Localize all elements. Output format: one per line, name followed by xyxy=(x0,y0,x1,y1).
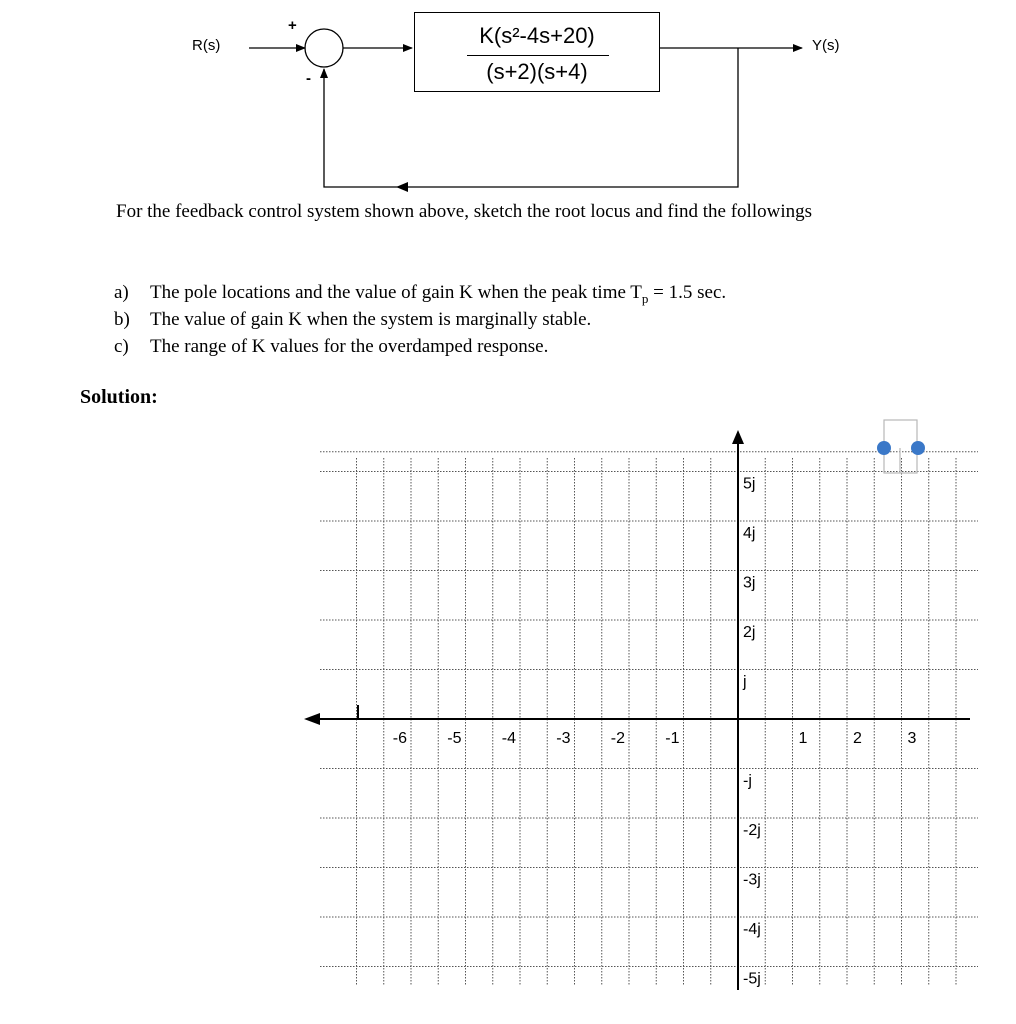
y-tick-label: -5j xyxy=(743,970,761,988)
minus-sign: - xyxy=(306,70,311,87)
question-label: c) xyxy=(114,336,129,357)
x-tick-label: 2 xyxy=(853,730,862,747)
handle-dot-left[interactable] xyxy=(877,441,891,455)
output-label: Y(s) xyxy=(812,37,840,54)
question-text xyxy=(150,281,726,308)
x-tick-label: -3 xyxy=(556,730,571,747)
y-tick-label: -4j xyxy=(743,921,761,938)
x-tick-label: -6 xyxy=(392,730,407,747)
y-tick-label: -3j xyxy=(743,871,761,889)
handle-dot-right[interactable] xyxy=(911,441,925,455)
block-diagram xyxy=(0,0,1016,200)
selection-handle[interactable] xyxy=(877,420,925,473)
imaginary-axis-arrow xyxy=(732,430,744,444)
question-text-tail: = 1.5 sec. xyxy=(648,282,727,303)
x-tick-label: -2 xyxy=(610,730,625,747)
question-c xyxy=(114,335,914,362)
x-tick-label: 1 xyxy=(798,730,808,747)
handle-box[interactable] xyxy=(884,420,917,473)
x-tick-label: 3 xyxy=(907,730,917,747)
fraction-bar xyxy=(467,55,609,56)
plus-sign: + xyxy=(288,17,297,34)
y-tick-label: -j xyxy=(743,772,752,790)
question-list xyxy=(114,281,914,362)
y-tick-label: j xyxy=(743,673,747,691)
y-tick-label: 2j xyxy=(743,624,756,641)
solution-label: Solution: xyxy=(80,386,158,408)
grid xyxy=(320,452,978,985)
question-label: b) xyxy=(114,309,130,330)
question-text-main: The pole locations and the value of gain K when the peak time T xyxy=(150,282,642,303)
y-tick-label: -2j xyxy=(743,822,761,839)
y-tick-label: 5j xyxy=(743,475,756,493)
transfer-function-numerator: K(s²-4s+20) xyxy=(479,23,595,48)
question-a xyxy=(114,281,914,308)
question-text: The range of K values for the overdamped response. xyxy=(150,336,549,357)
transfer-function-block xyxy=(414,12,660,92)
summing-junction xyxy=(305,29,343,67)
problem-intro: For the feedback control system shown above, sketch the root locus and find the followings xyxy=(116,201,812,222)
x-tick-label: -4 xyxy=(501,730,516,747)
tick-labels xyxy=(393,476,917,988)
y-tick-label: 4j xyxy=(743,525,756,542)
y-tick-label: 3j xyxy=(743,574,756,592)
question-subscript: p xyxy=(641,290,649,306)
question-text: The value of gain K when the system is marginally stable. xyxy=(150,309,592,330)
transfer-function-denominator: (s+2)(s+4) xyxy=(486,59,588,84)
input-label: R(s) xyxy=(192,37,221,54)
axes xyxy=(304,430,970,990)
real-axis-arrow xyxy=(304,713,320,725)
x-tick-label: -5 xyxy=(447,730,462,747)
x-tick-label: -1 xyxy=(665,730,680,747)
feedback-direction-arrow xyxy=(396,182,408,192)
question-label: a) xyxy=(114,282,129,303)
question-b xyxy=(114,308,914,335)
